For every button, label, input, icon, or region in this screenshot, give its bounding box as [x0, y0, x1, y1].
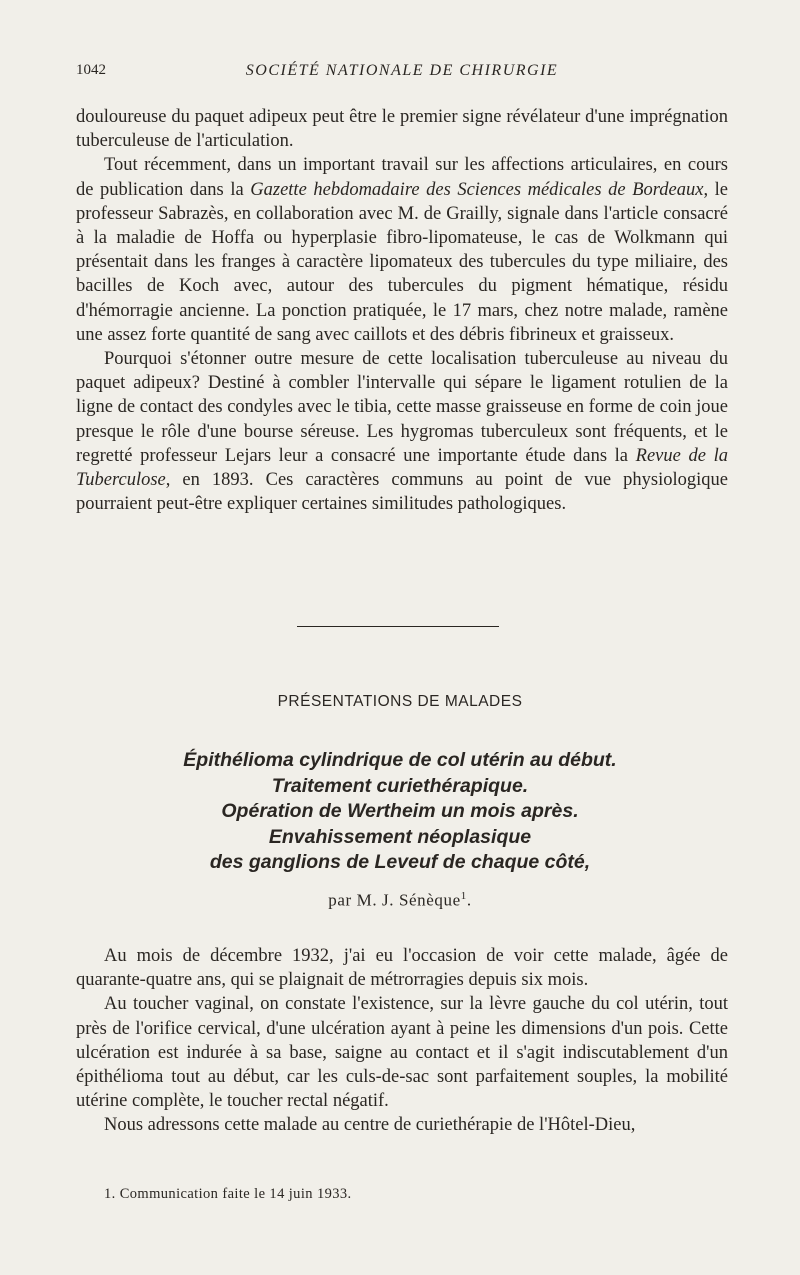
running-head [76, 62, 728, 86]
title-line: des ganglions de Leveuf de chaque côté, [209, 851, 591, 873]
section-title: PRÉSENTATIONS DE MALADES [277, 693, 523, 710]
author-line: par M. J. Sénèque$^1$. [328, 890, 472, 910]
article-title [0, 748, 800, 876]
paragraph: Au toucher vaginal, on constate l'existence, sur la lèvre gauche du col utérin, tout près de l'orifice cervical, d'une ulcération ayant à peine les dimensions d'un pois. Cette ulcération est indurée à sa base, saigne au contact et il s'agit indiscutablement d'un épithélioma tout au début, car les culs-de-sac sont parfaitement souples, la mobilité utérine complète, le toucher rectal négatif. [76, 994, 728, 1112]
journal-title: SOCIÉTÉ NATIONALE DE CHIRURGIE [245, 62, 559, 79]
paragraph: Tout récemment, dans un important travail sur les affections articulaires, en cours de publication dans la Gazette hebdomadaire des Sciences médicales de Bordeaux, le professeur Sabrazès, en collaboration avec M. de Grailly, signale dans l'article consacré à la maladie de Hoffa ou hyperplasie fibro-lipomateuse, le cas de Wolkmann qui présentait dans les franges à caractère lipomateux des tubercules du type miliaire, des bacilles de Koch avec, autour des tubercules du pigment hématique, résidu d'hémorragie ancienne. La ponction pratiquée, le 17 mars, chez notre malade, ramène une assez forte quantité de sang avec caillots et des débris fibrineux et graisseux. [76, 155, 728, 345]
title-line: Envahissement néoplasique [268, 825, 532, 848]
article-body [76, 944, 728, 1138]
section-separator [297, 626, 499, 627]
paragraph: Pourquoi s'étonner outre mesure de cette localisation tuberculeuse au niveau du paquet adipeux? Destiné à combler l'intervalle qui sépare le ligament rotulien de la ligne de contact des condyles avec le tibia, cette masse graisseuse en forme de coin joue presque le rôle d'une bourse séreuse. Les hygromas tuberculeux sont fréquents, et le regretté professeur Lejars leur a consacré une importante étude dans la Revue de la Tuberculose, en 1893. Ces caractères communs au point de vue physiologique pourraient peut-être expliquer certaines similitudes pathologiques. [76, 349, 728, 515]
title-line: Traitement curiethérapique. [271, 774, 529, 797]
footnote: 1. Communication faite le 14 juin 1933. [104, 1186, 352, 1202]
journal-reference: Revue de la Tuberculose [76, 445, 728, 491]
intro-text [76, 105, 728, 516]
title-line: Opération de Wertheim un mois après. [221, 800, 579, 822]
paragraph: Au mois de décembre 1932, j'ai eu l'occasion de voir cette malade, âgée de quarante-quatre ans, qui se plaignait de métrorragies depuis six mois. [76, 946, 728, 991]
author-name: par M. J. Sénèque [328, 890, 461, 910]
paragraph: douloureuse du paquet adipeux peut être le premier signe révélateur d'une imprégnation tuberculeuse de l'articulation. [76, 107, 728, 152]
page-number: 1042 [76, 62, 106, 78]
footnote-marker: 1 [460, 890, 467, 902]
title-line: Épithélioma cylindrique de col utérin au début. [183, 749, 617, 771]
paragraph: Nous adressons cette malade au centre de curiethérapie de l'Hôtel-Dieu, [104, 1115, 636, 1136]
journal-reference: Gazette hebdomadaire des Sciences médicales de Bordeaux [250, 179, 704, 200]
